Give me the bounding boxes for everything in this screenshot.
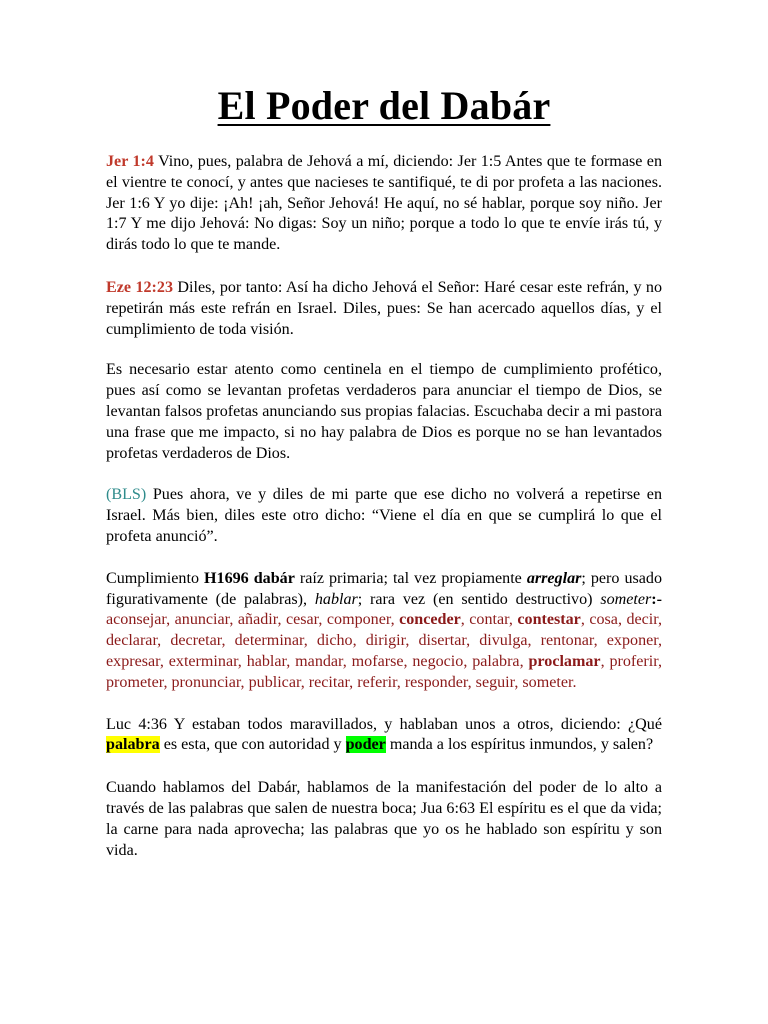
highlight-poder: poder bbox=[345, 736, 386, 754]
word-conceder: conceder bbox=[399, 611, 461, 629]
document-page bbox=[106, 0, 662, 861]
text-run: manda a los espíritus inmundos, y salen? bbox=[385, 736, 654, 754]
paragraph-eze bbox=[106, 278, 662, 340]
term-arreglar: arreglar bbox=[526, 569, 582, 587]
text-run: ; rara vez (en sentido destructivo) bbox=[357, 590, 601, 608]
text-run: Luc 4:36 Y estaban todos maravillados, y hablaban unos a otros, diciendo: ¿Qué bbox=[106, 715, 662, 733]
text-run: Cumplimiento bbox=[106, 569, 204, 587]
word-list: , proferir, prometer, pronunciar, publicar, recitar, referir, responder, seguir, someter. bbox=[106, 652, 662, 691]
page-title: El Poder del Dabár bbox=[217, 83, 551, 128]
paragraph-bls bbox=[106, 485, 662, 547]
word-list: , cosa, decir, declarar, decretar, determinar, dicho, dirigir, disertar, divulga, rentonar, exponer, expresar, exterminar, hablar, mandar, mofarse, negocio, palabra, bbox=[106, 611, 663, 670]
strong-number: H1696 dabár bbox=[204, 569, 295, 587]
text-run: ; pero usado figurativamente (de palabras), bbox=[106, 569, 662, 608]
verse-ref-eze: Eze 12:23 bbox=[106, 278, 173, 296]
text-run: es esta, que con autoridad y bbox=[159, 736, 346, 754]
paragraph-text: Diles, por tanto: Así ha dicho Jehová el Señor: Haré cesar este refrán, y no repetirán más este refrán en Israel. Diles, pues: Se han acercado aquellos días, y el cumplimiento de toda visión. bbox=[106, 278, 663, 338]
version-ref-bls: (BLS) bbox=[106, 486, 147, 504]
term-hablar: hablar bbox=[314, 590, 358, 608]
word-contestar: contestar bbox=[517, 611, 581, 629]
paragraph-jer bbox=[106, 152, 662, 256]
verse-ref-jer: Jer 1:4 bbox=[106, 153, 154, 170]
separator: :- bbox=[651, 590, 662, 608]
paragraph-conclusion: Cuando hablamos del Dabár, hablamos de la manifestación del poder de lo alto a través de las palabras que salen de nuestra boca; Jua 6:63 El espíritu es el que da vida; la carne para nada aprovecha; las palabras que yo os he hablado son espíritu y son vida. bbox=[106, 779, 662, 859]
word-list: , contar, bbox=[460, 611, 518, 629]
term-someter: someter bbox=[600, 590, 652, 608]
paragraph-strong-definition bbox=[106, 569, 662, 694]
highlight-palabra: palabra bbox=[106, 736, 160, 754]
paragraph-commentary: Es necesario estar atento como centinela en el tiempo de cumplimiento profético, pues así como se levantan profetas verdaderos para anunciar el tiempo de Dios, se levantan falsos profetas anunciando sus propias falacias. Escuchaba decir a mi pastora una frase que me impacto, si no hay palabra de Dios es porque no se han levantados profetas verdaderos de Dios. bbox=[106, 361, 662, 462]
paragraph-text: Vino, pues, palabra de Jehová a mí, diciendo: Jer 1:5 Antes que te formase en el vientre te conocí, y antes que nacieses te santifiqué, te di por profeta a las naciones. Jer 1:6 Y yo dije: ¡Ah! ¡ah, Señor Jehová! He aquí, no sé hablar, porque soy niño. Jer 1:7 Y me dijo Jehová: No digas: Soy un niño; porque a todo lo que te envíe irás tú, y dirás todo lo que te mande. bbox=[106, 153, 662, 254]
paragraph-text: Pues ahora, ve y diles de mi parte que ese dicho no volverá a repetirse en Israel. Más bien, diles este otro dicho: “Viene el día en que se cumplirá lo que el profeta anunció”. bbox=[106, 486, 662, 545]
word-proclamar: proclamar bbox=[528, 652, 601, 670]
paragraph-luc bbox=[106, 715, 662, 757]
word-list: aconsejar, anunciar, añadir, cesar, componer, bbox=[106, 611, 400, 629]
text-run: raíz primaria; tal vez propiamente bbox=[294, 569, 527, 587]
